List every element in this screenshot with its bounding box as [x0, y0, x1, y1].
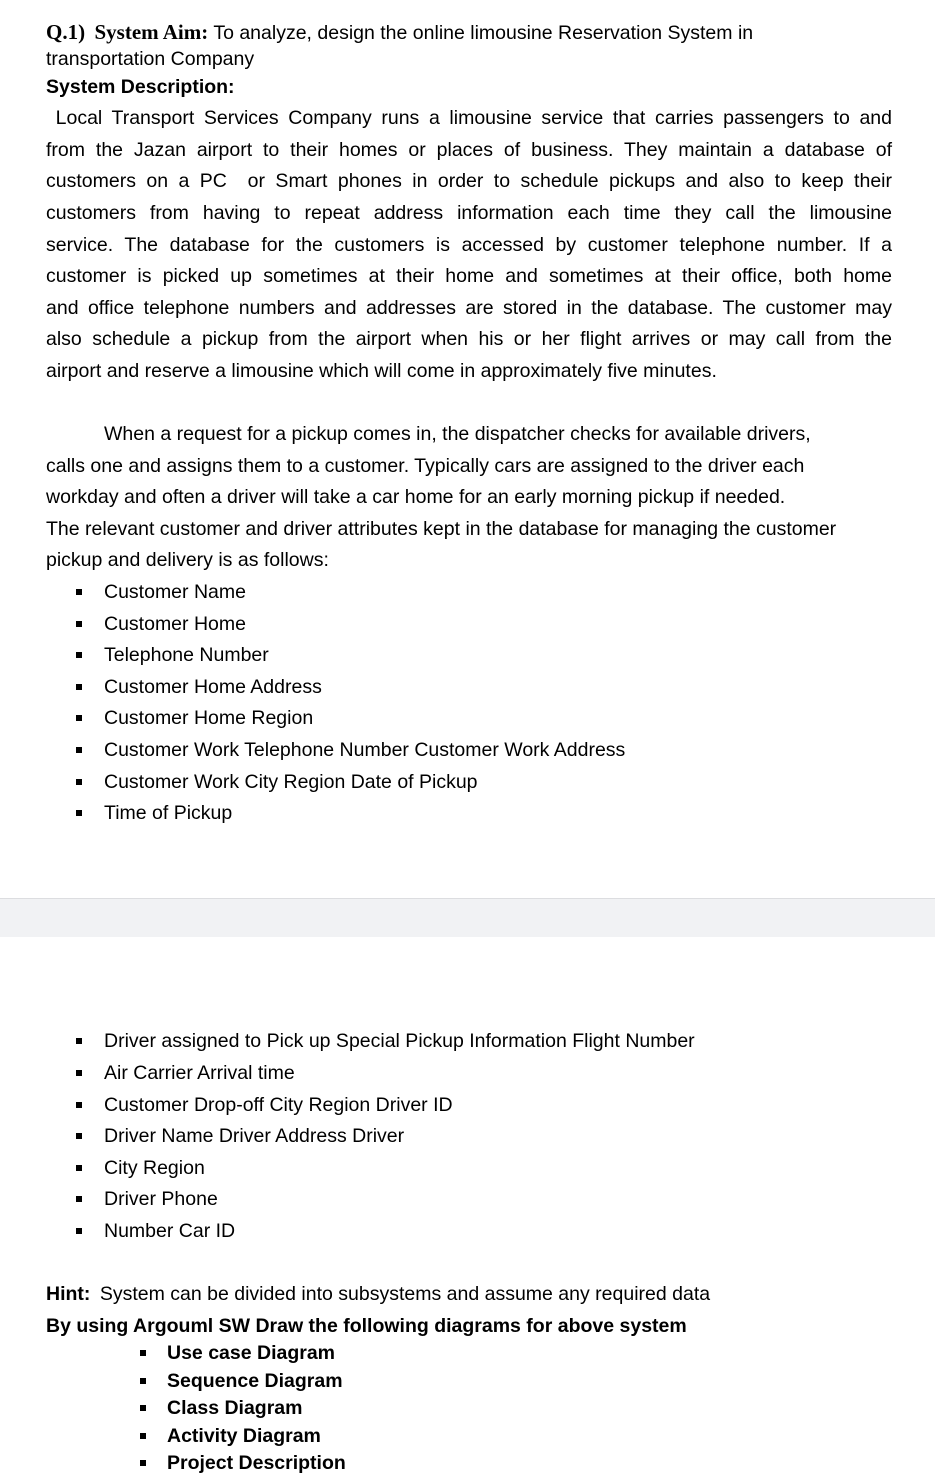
bullet-square-icon	[76, 1133, 82, 1139]
para2-line: When a request for a pickup comes in, the dispatcher checks for available drivers,	[104, 423, 811, 445]
bullet-square-icon	[76, 1196, 82, 1202]
bullet-square-icon	[76, 1070, 82, 1076]
bullet-square-icon	[140, 1378, 146, 1384]
document-page-1: Q.1) System Aim: To analyze, design the online limousine Reservation System in transportation Company System Description: Local Transport Services Company runs a limousine service that carries passengers to and from the Jazan airport to their homes or places of business. They maintain a database of customers on a PC or Smart phones in order to schedule pickups and also to keep their customers from having to repeat address information each time they call the limousine service. The database for the customers is accessed by customer telephone number. If a customer is picked up sometimes at their home and sometimes at their office, both home and office telephone numbers and addresses are stored in the database. The customer may also schedule a pickup from the airport when his or her flight arrives or may call from the airport and reserve a limousine which will come in approximately five minutes. When a request for a pickup comes in, the dispatcher checks for available drivers, calls one and assigns them to a customer. Typically cars are assigned to the driver each workday and often a driver will take a car home for an early morning pickup if needed. The relevant customer and driver attributes kept in the database for managing the customer pickup and delivery is as follows: Customer Name Customer Home Telephone Number Customer Home Address Customer Home Region Customer Work Telephone Number Customer Work Address Customer Work City Region Date of Pickup Time of Pickup	[0, 0, 935, 898]
bullet-square-icon	[76, 779, 82, 785]
aim-text-continued: transportation Company	[46, 48, 255, 70]
bullet-square-icon	[76, 810, 82, 816]
para2-line: calls one and assigns them to a customer. Typically cars are assigned to the driver each	[46, 455, 805, 477]
bullet-square-icon	[140, 1433, 146, 1439]
bullet-square-icon	[76, 589, 82, 595]
para1-line: customers on a PC or Smart phones in order to schedule pickups and also to keep their	[46, 170, 892, 192]
bullet-square-icon	[76, 621, 82, 627]
para1-line: customer is picked up sometimes at their home and sometimes at their office, both home	[46, 265, 892, 287]
bullet-square-icon	[140, 1405, 146, 1411]
document-page-2: Driver assigned to Pick up Special Pickup Information Flight Number Air Carrier Arrival time Customer Drop-off City Region Driver ID Driver Name Driver Address Driver City Region Driver Phone Number Car ID Hint: System can be divided into subsystems and assume any required data By using Argouml SW Draw the following diagrams for above system Use case Diagram Sequence Diagram Class Diagram Activity Diagram Project Description	[0, 937, 935, 1481]
bullet-square-icon	[76, 747, 82, 753]
para1-line: service. The database for the customers is accessed by customer telephone number. If a	[46, 234, 892, 256]
hint-label: Hint:	[46, 1283, 91, 1305]
diagram-instruction: By using Argouml SW Draw the following diagrams for above system	[46, 1315, 687, 1337]
bullet-square-icon	[76, 1038, 82, 1044]
bullet-square-icon	[140, 1350, 146, 1356]
para2-line: workday and often a driver will take a car home for an early morning pickup if needed.	[46, 486, 786, 508]
hint-text: System can be divided into subsystems and assume any required data	[99, 1283, 711, 1305]
bullet-square-icon	[76, 1165, 82, 1171]
aim-line	[46, 20, 753, 45]
para1-line: airport and reserve a limousine which will come in approximately five minutes.	[46, 360, 717, 382]
para2-line: The relevant customer and driver attributes kept in the database for managing the customer	[46, 518, 837, 540]
aim-label: System Aim:	[94, 20, 209, 44]
bullet-square-icon	[76, 1102, 82, 1108]
question-number: Q.1)	[46, 20, 86, 44]
bullet-square-icon	[76, 684, 82, 690]
bullet-square-icon	[140, 1460, 146, 1466]
para1-line: and office telephone numbers and addresses are stored in the database. The customer may	[46, 297, 892, 319]
description-heading: System Description:	[46, 76, 235, 98]
bullet-square-icon	[76, 652, 82, 658]
aim-text: To analyze, design the online limousine Reservation System in	[213, 22, 754, 44]
bullet-square-icon	[76, 1228, 82, 1234]
para1-line: from the Jazan airport to their homes or places of business. They maintain a database of	[46, 139, 892, 161]
para1-line: also schedule a pickup from the airport when his or her flight arrives or may call from the	[46, 328, 892, 350]
para2-line: pickup and delivery is as follows:	[46, 549, 329, 571]
hint-line	[46, 1282, 710, 1306]
bullet-square-icon	[76, 715, 82, 721]
para1-line: customers from having to repeat address information each time they call the limousine	[46, 202, 892, 224]
page-break-gap	[0, 898, 935, 938]
para1-line: Local Transport Services Company runs a limousine service that carries passengers to and	[46, 107, 892, 129]
